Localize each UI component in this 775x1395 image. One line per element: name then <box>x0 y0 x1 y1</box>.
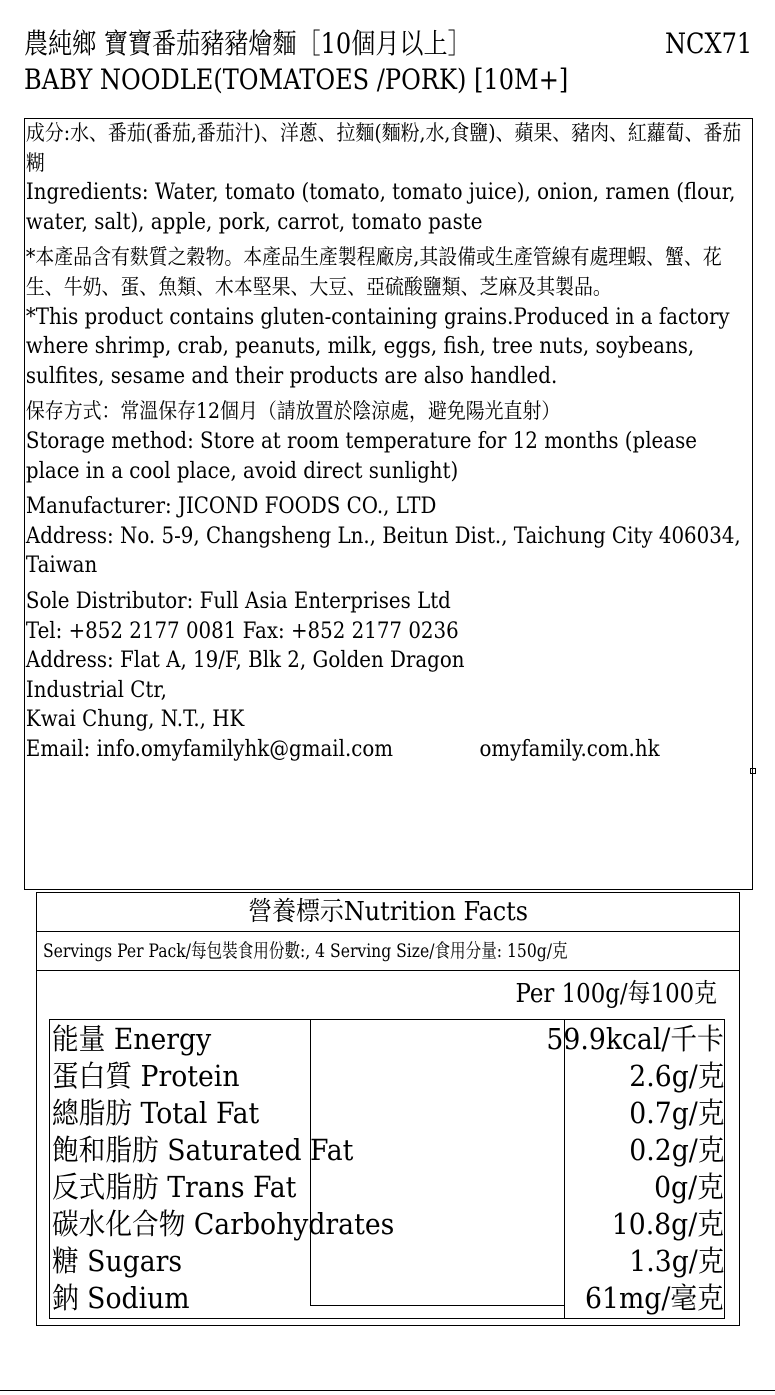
distributor-address-2: Industrial Ctr, <box>25 677 167 703</box>
manufacturer-section <box>25 492 752 581</box>
nutrition-title <box>37 893 739 932</box>
ingredients-section <box>25 119 752 237</box>
distributor-address-3: Kwai Chung, N.T., HK <box>25 707 245 733</box>
distributor-address-1: Address: Flat A, 19/F, Blk 2, Golden Dragon <box>25 648 465 674</box>
nutrient-value: 10.8g/克 <box>611 1207 724 1241</box>
nutrient-name: 鈉 Sodium <box>52 1281 190 1315</box>
storage-zh: 保存方式：常溫保存12個月（請放置於陰涼處，避免陽光直射） <box>25 399 561 424</box>
nutrient-value: 0g/克 <box>654 1170 724 1204</box>
nutrient-value: 0.7g/克 <box>628 1096 724 1130</box>
distributor-section <box>25 587 752 765</box>
nutrition-row-saturated-fat <box>50 1131 726 1170</box>
nutrient-name: 蛋白質 Protein <box>52 1059 240 1093</box>
nutrition-title-text: 營養標示Nutrition Facts <box>248 897 528 927</box>
nutrition-row-sugars <box>50 1242 726 1281</box>
nutrition-row-total-fat <box>50 1094 726 1133</box>
nutrient-value: 59.9kcal/千卡 <box>546 1022 724 1056</box>
distributor-website: omyfamily.com.hk <box>479 736 660 762</box>
title-line-zh <box>24 26 752 62</box>
allergen-section <box>25 243 752 391</box>
nutrition-per-header <box>37 971 739 1011</box>
nutrient-value: 0.2g/克 <box>628 1133 724 1167</box>
info-box <box>24 118 753 890</box>
nutrition-row-carbohydrates <box>50 1205 726 1244</box>
nutrient-value: 1.3g/克 <box>628 1244 724 1278</box>
nutrition-table <box>49 1019 725 1319</box>
label-header <box>24 26 754 98</box>
nutrient-name: 能量 Energy <box>52 1022 212 1056</box>
product-code: NCX71 <box>664 27 753 60</box>
distributor-contact <box>26 735 752 765</box>
nutrient-name: 糖 Sugars <box>52 1244 183 1278</box>
nutrition-per-text: Per 100g/每100克 <box>515 979 717 1009</box>
nutrient-name: 反式脂肪 Trans Fat <box>52 1170 297 1204</box>
nutrient-value: 2.6g/克 <box>628 1059 724 1093</box>
distributor-name: Sole Distributor: Full Asia Enterprises Ltd <box>25 588 451 614</box>
distributor-email: Email: info.omyfamilyhk@gmail.com <box>25 736 394 762</box>
nutrient-name: 飽和脂肪 Saturated Fat <box>52 1133 354 1167</box>
product-title-en: BABY NOODLE(TOMATOES /PORK) [10M+] <box>24 63 569 96</box>
nutrition-facts-box <box>36 892 740 1326</box>
manufacturer-name: Manufacturer: JICOND FOODS CO., LTD <box>25 494 437 520</box>
nutrient-name: 碳水化合物 Carbohydrates <box>52 1207 395 1241</box>
nutrient-name: 總脂肪 Total Fat <box>52 1096 260 1130</box>
nutrition-servings-text: Servings Per Pack/每包裝食用份數:, 4 Serving Size/食用分量: 150g/克 <box>43 940 568 962</box>
ingredients-zh: 成分:水、番茄(番茄,番茄汁)、洋蔥、拉麵(麵粉,水,食鹽)、蘋果、豬肉、紅蘿蔔、番茄糊 <box>25 121 742 175</box>
nutrition-row-protein <box>50 1057 726 1096</box>
nutrition-row-trans-fat <box>50 1168 726 1207</box>
storage-en: Storage method: Store at room temperature for 12 months (please place in a cool place, avoid direct sunlight) <box>25 428 697 484</box>
allergen-en: *This product contains gluten-containing grains.Produced in a factory where shrimp, crab, peanuts, milk, eggs, fish, tree nuts, soybeans, sulfites, sesame and their products are also handled. <box>25 304 730 389</box>
storage-section <box>25 397 752 486</box>
manufacturer-address: Address: No. 5-9, Changsheng Ln., Beitun Dist., Taichung City 406034, Taiwan <box>25 523 741 579</box>
nutrition-servings <box>37 932 739 971</box>
product-title-zh: 農純鄉 寶寶番茄豬豬燴麵［10個月以上］ <box>24 27 472 60</box>
allergen-zh: *本產品含有麩質之穀物。本產品生產製程廠房,其設備或生產管線有處理蝦、蟹、花生、牛奶、蛋、魚類、木本堅果、大豆、亞硫酸鹽類、芝麻及其製品。 <box>25 245 722 299</box>
nutrition-row-energy <box>50 1020 726 1059</box>
ingredients-en: Ingredients: Water, tomato (tomato, tomato juice), onion, ramen (flour, water, salt), apple, pork, carrot, tomato paste <box>25 180 736 235</box>
edge-marker <box>750 768 756 774</box>
nutrient-value: 61mg/毫克 <box>585 1281 724 1315</box>
title-line-en <box>24 62 652 98</box>
bottom-rule <box>0 1390 775 1391</box>
distributor-tel-fax: Tel: +852 2177 0081 Fax: +852 2177 0236 <box>25 618 459 644</box>
nutrition-row-sodium <box>50 1279 726 1318</box>
